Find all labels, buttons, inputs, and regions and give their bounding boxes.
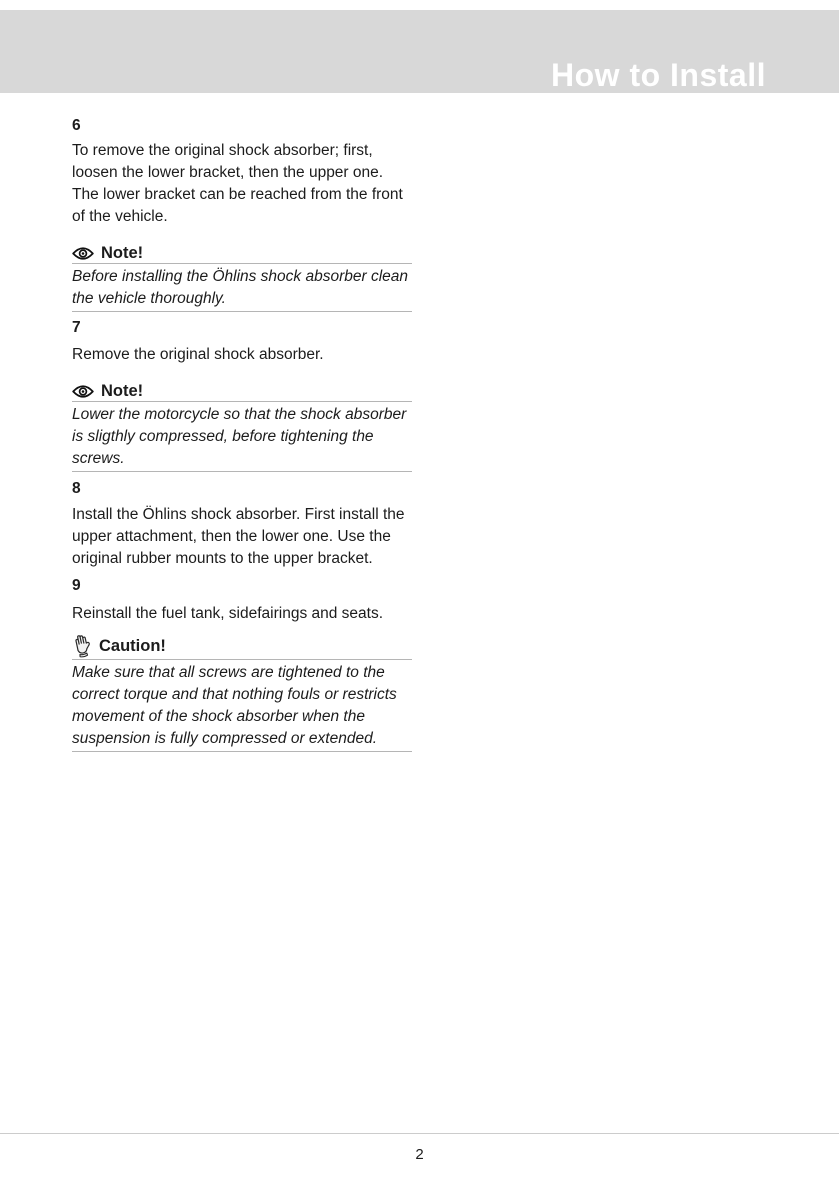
caution-hand-icon xyxy=(72,633,92,658)
footer-divider xyxy=(0,1133,839,1134)
page-number: 2 xyxy=(415,1146,424,1163)
step-number: 6 xyxy=(72,117,81,134)
step-text: Remove the original shock absorber. xyxy=(72,346,324,363)
step-number: 7 xyxy=(72,319,81,336)
note-heading xyxy=(72,382,412,402)
note-callout xyxy=(72,382,412,472)
note-text: Before installing the Öhlins shock absorber clean the vehicle thoroughly. xyxy=(72,264,412,312)
header-band xyxy=(0,10,839,93)
caution-label: Caution! xyxy=(99,636,166,655)
eye-icon xyxy=(72,246,94,261)
note-heading xyxy=(72,244,412,264)
note-callout xyxy=(72,244,412,312)
step-text: Reinstall the fuel tank, sidefairings and seats. xyxy=(72,605,384,622)
step-text: To remove the original shock absorber; first, loosen the lower bracket, then the upper one. The lower bracket can be reached from the front of the vehicle. xyxy=(72,142,403,225)
eye-icon xyxy=(72,384,94,399)
note-label: Note! xyxy=(101,382,144,400)
step-number: 8 xyxy=(72,480,81,497)
instruction-column xyxy=(72,118,412,752)
note-text: Lower the motorcycle so that the shock absorber is sligthly compressed, before tightening the screws. xyxy=(72,402,412,472)
step-number: 9 xyxy=(72,577,81,594)
step-text: Install the Öhlins shock absorber. First install the upper attachment, then the lower one. Use the original rubber mounts to the upper bracket. xyxy=(72,506,405,567)
caution-text: Make sure that all screws are tightened to the correct torque and that nothing fouls or restricts movement of the shock absorber when the suspension is fully compressed or extended. xyxy=(72,660,412,752)
page-title: How to Install xyxy=(551,57,766,93)
caution-callout xyxy=(72,633,412,752)
caution-heading xyxy=(72,633,412,660)
note-label: Note! xyxy=(101,244,144,262)
